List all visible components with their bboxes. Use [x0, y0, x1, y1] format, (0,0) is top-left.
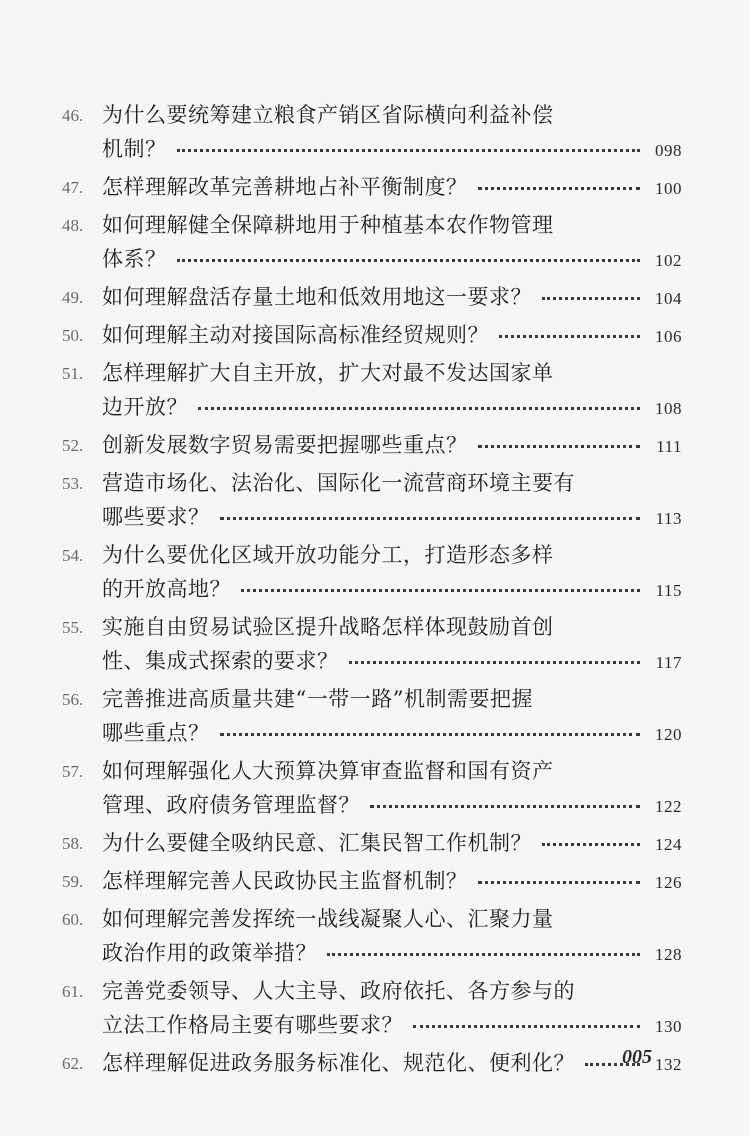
dot-leader [327, 952, 640, 956]
toc-entry-56 [62, 682, 682, 752]
entry-title: 为什么要健全吸纳民意、汇集民智工作机制？ [102, 831, 532, 855]
page-number: 124 [655, 835, 682, 854]
page-number: 122 [655, 797, 682, 816]
page-number: 117 [655, 653, 682, 672]
dot-leader [478, 186, 641, 190]
entry-number: 52. [62, 436, 84, 455]
entry-title: 创新发展数字贸易需要把握哪些重点？ [102, 433, 468, 457]
entry-number: 51. [62, 364, 84, 383]
toc-entry-53 [62, 466, 682, 536]
page-number: 098 [655, 141, 682, 160]
toc-entry-59 [62, 864, 682, 900]
entry-title-line1: 完善党委领导、人大主导、政府依托、各方参与的 [102, 979, 575, 1003]
dot-leader [370, 804, 640, 808]
dot-leader [478, 444, 641, 448]
page-number: 126 [655, 873, 682, 892]
toc-entry-52 [62, 428, 682, 464]
page-number: 111 [656, 437, 682, 456]
dot-leader [220, 732, 641, 736]
entry-title: 如何理解主动对接国际高标准经贸规则？ [102, 323, 489, 347]
page-number: 113 [655, 509, 682, 528]
entry-title-line1: 为什么要优化区域开放功能分工，打造形态多样 [102, 543, 554, 567]
entry-number: 59. [62, 872, 84, 891]
dot-leader [177, 148, 641, 152]
toc-entry-58 [62, 826, 682, 862]
folio-page-number: 005 [622, 1046, 652, 1068]
dot-leader [499, 334, 640, 338]
page-number: 128 [655, 945, 682, 964]
dot-leader [177, 258, 641, 262]
dot-leader [349, 660, 641, 664]
entry-number: 57. [62, 762, 84, 781]
page-number: 120 [655, 725, 682, 744]
entry-number: 48. [62, 216, 84, 235]
toc-entry-60 [62, 902, 682, 972]
toc-entry-46 [62, 98, 682, 168]
toc-entry-55 [62, 610, 682, 680]
entry-title-line2: 性、集成式探索的要求？ [102, 649, 339, 673]
dot-leader [198, 406, 640, 410]
entry-number: 49. [62, 288, 84, 307]
page-number: 106 [655, 327, 682, 346]
entry-number: 55. [62, 618, 84, 637]
toc-entry-61 [62, 974, 682, 1044]
entry-title: 怎样理解完善人民政协民主监督机制？ [102, 869, 468, 893]
toc-entry-51 [62, 356, 682, 426]
entry-title-line1: 如何理解完善发挥统一战线凝聚人心、汇聚力量 [102, 907, 554, 931]
entry-title-line2: 政治作用的政策举措？ [102, 941, 317, 965]
entry-number: 62. [62, 1054, 84, 1073]
table-of-contents [62, 98, 682, 1084]
entry-number: 58. [62, 834, 84, 853]
entry-title-line2: 边开放？ [102, 395, 188, 419]
dot-leader [478, 880, 641, 884]
entry-title-line1: 实施自由贸易试验区提升战略怎样体现鼓励首创 [102, 615, 554, 639]
page-number: 132 [655, 1055, 682, 1074]
dot-leader [413, 1024, 640, 1028]
page-number: 100 [655, 179, 682, 198]
page-number: 102 [655, 251, 682, 270]
toc-entry-49 [62, 280, 682, 316]
entry-number: 54. [62, 546, 84, 565]
page-number: 130 [655, 1017, 682, 1036]
entry-title-line1: 营造市场化、法治化、国际化一流营商环境主要有 [102, 471, 575, 495]
entry-title-line1: 如何理解强化人大预算决算审查监督和国有资产 [102, 759, 554, 783]
entry-number: 47. [62, 178, 84, 197]
page-number: 115 [655, 581, 682, 600]
entry-title-line2: 哪些重点？ [102, 721, 210, 745]
entry-title-line1: 怎样理解扩大自主开放，扩大对最不发达国家单 [102, 361, 554, 385]
toc-entry-47 [62, 170, 682, 206]
dot-leader [220, 516, 641, 520]
toc-entry-48 [62, 208, 682, 278]
entry-number: 60. [62, 910, 84, 929]
entry-number: 56. [62, 690, 84, 709]
toc-entry-57 [62, 754, 682, 824]
entry-number: 61. [62, 982, 84, 1001]
dot-leader [542, 296, 640, 300]
entry-title: 怎样理解改革完善耕地占补平衡制度？ [102, 175, 468, 199]
dot-leader [542, 842, 640, 846]
entry-number: 46. [62, 106, 84, 125]
entry-title-line1: 完善推进高质量共建“一带一路”机制需要把握 [102, 687, 533, 711]
entry-title: 如何理解盘活存量土地和低效用地这一要求？ [102, 285, 532, 309]
dot-leader [241, 588, 640, 592]
entry-number: 53. [62, 474, 84, 493]
entry-title-line2: 机制？ [102, 137, 167, 161]
entry-number: 50. [62, 326, 84, 345]
entry-title-line2: 体系？ [102, 247, 167, 271]
entry-title-line2: 管理、政府债务管理监督？ [102, 793, 360, 817]
page-number: 108 [655, 399, 682, 418]
entry-title-line1: 如何理解健全保障耕地用于种植基本农作物管理 [102, 213, 554, 237]
entry-title-line1: 为什么要统筹建立粮食产销区省际横向利益补偿 [102, 103, 554, 127]
page-number: 104 [655, 289, 682, 308]
entry-title: 怎样理解促进政务服务标准化、规范化、便利化？ [102, 1051, 575, 1075]
entry-title-line2: 立法工作格局主要有哪些要求？ [102, 1013, 403, 1037]
entry-title-line2: 哪些要求？ [102, 505, 210, 529]
entry-title-line2: 的开放高地？ [102, 577, 231, 601]
toc-entry-50 [62, 318, 682, 354]
toc-entry-54 [62, 538, 682, 608]
toc-entry-62 [62, 1046, 682, 1082]
